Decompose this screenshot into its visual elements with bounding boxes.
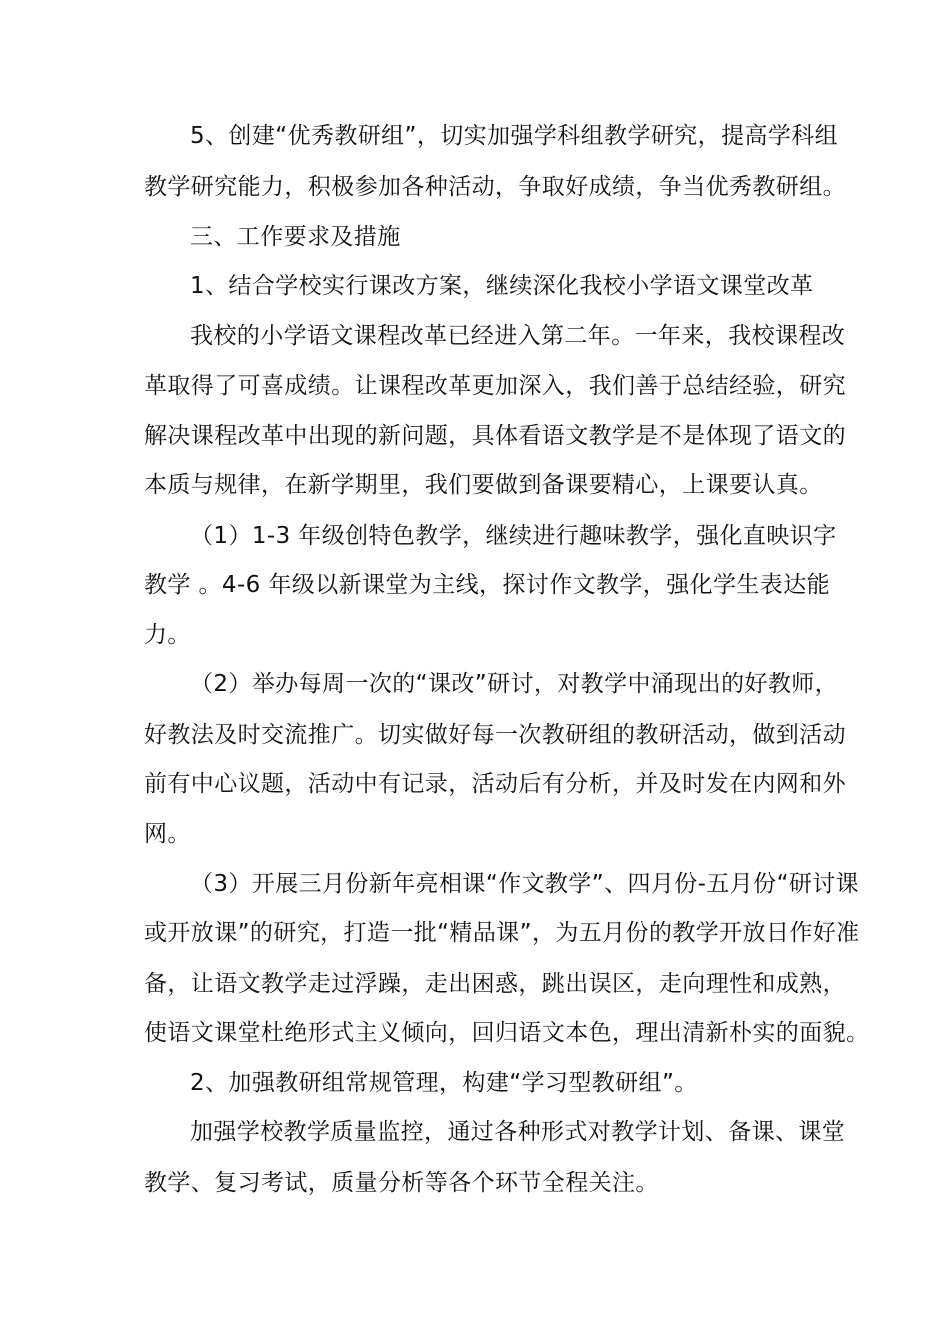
paragraph-line: 好教法及时交流推广。切实做好每一次教研组的教研活动，做到活动 [144, 722, 846, 748]
paragraph-line: 教学 。4-6 年级以新课堂为主线，探讨作文教学，强化学生表达能 [144, 572, 830, 598]
paragraph-line: 加强学校教学质量监控，通过各种形式对教学计划、备课、课堂 [190, 1119, 846, 1145]
paragraph-line: 我校的小学语文课程改革已经进入第二年。一年来，我校课程改 [190, 323, 846, 349]
paragraph-line: 本质与规律，在新学期里，我们要做到备课要精心，上课要认真。 [144, 472, 823, 498]
paragraph-line: 网。 [144, 821, 191, 847]
subsection-heading: 2、加强教研组常规管理，构建“学习型教研组”。 [190, 1070, 698, 1096]
paragraph-line: 或开放课”的研究，打造一批“精品课”，为五月份的教学开放日作好准 [144, 920, 860, 946]
paragraph-line: 前有中心议题，活动中有记录，活动后有分析，并及时发在内网和外 [144, 771, 846, 797]
paragraph-line: 教学研究能力，积极参加各种活动，争取好成绩，争当优秀教研组。 [144, 174, 846, 200]
paragraph-line: 使语文课堂杜绝形式主义倾向，回归语文本色，理出清新朴实的面貌。 [144, 1020, 870, 1046]
paragraph-line: 解决课程改革中出现的新问题，具体看语文教学是不是体现了语文的 [144, 423, 846, 449]
paragraph-line: 备，让语文教学走过浮躁，走出困惑，跳出误区，走向理性和成熟， [144, 971, 846, 997]
paragraph-line: 革取得了可喜成绩。让课程改革更加深入，我们善于总结经验，研究 [144, 373, 846, 399]
paragraph-line: （3）开展三月份新年亮相课“作文教学”、四月份-五月份“研讨课 [190, 871, 860, 897]
paragraph-line: 力。 [144, 622, 191, 648]
section-heading: 三、工作要求及措施 [190, 224, 401, 250]
subsection-heading: 1、结合学校实行课改方案，继续深化我校小学语文课堂改革 [190, 273, 814, 299]
paragraph-line: （1）1-3 年级创特色教学，继续进行趣味教学，强化直映识字 [190, 523, 837, 549]
paragraph-line: （2）举办每周一次的“课改”研讨，对教学中涌现出的好教师， [190, 671, 839, 697]
paragraph-line: 教学、复习考试，质量分析等各个环节全程关注。 [144, 1170, 659, 1196]
paragraph-line: 5、创建“优秀教研组”，切实加强学科组教学研究，提高学科组 [190, 123, 839, 149]
